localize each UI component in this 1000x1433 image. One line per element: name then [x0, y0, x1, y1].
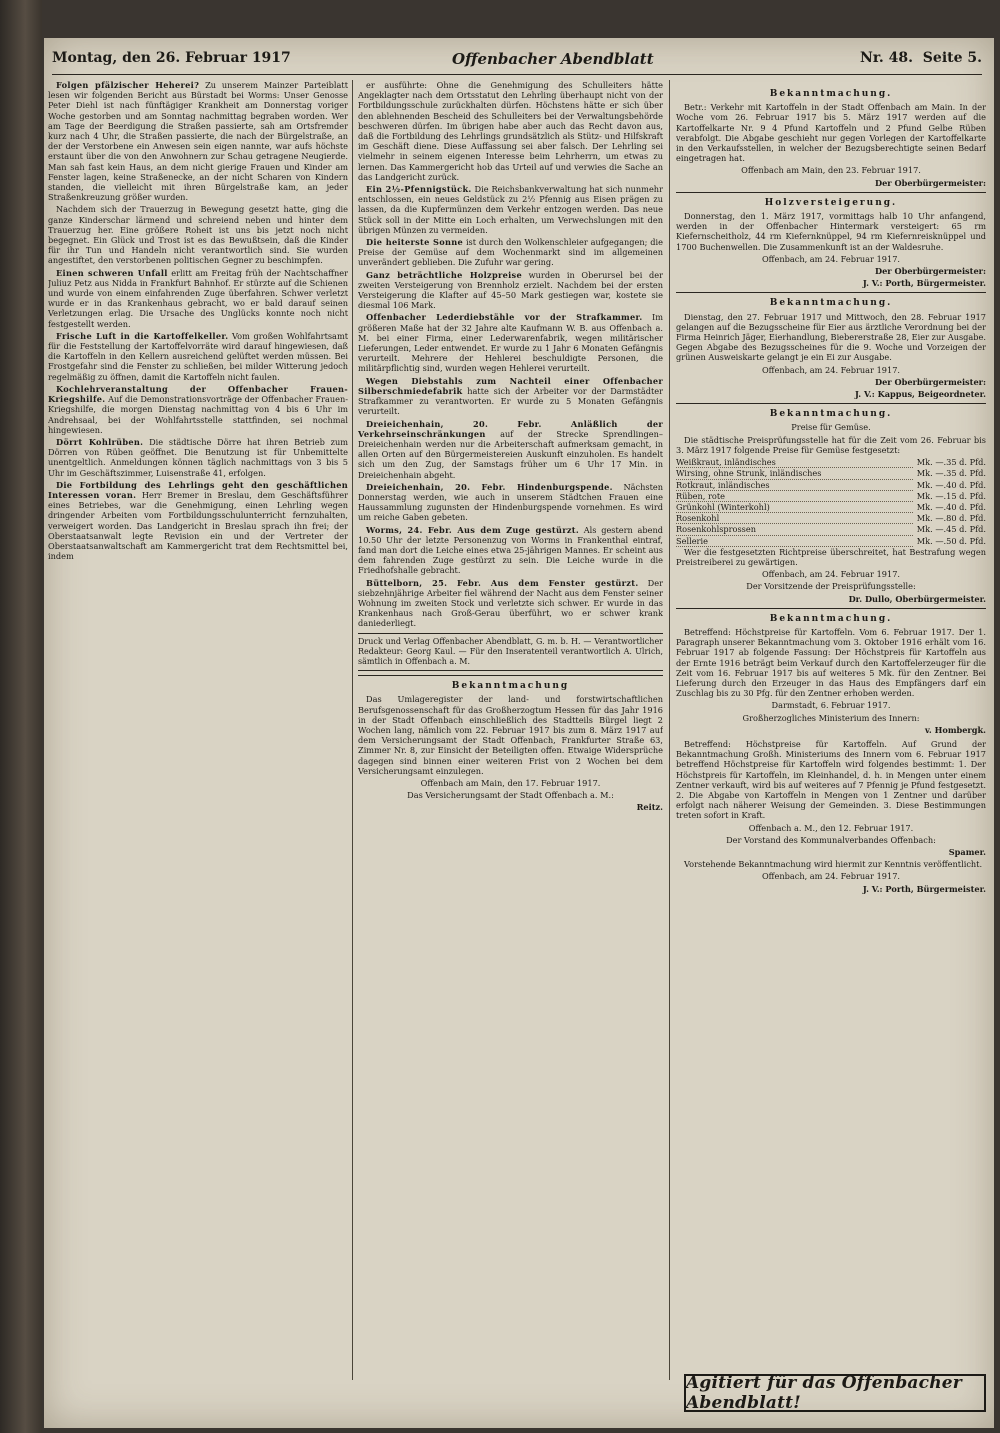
newspaper-page [44, 38, 994, 1428]
notice-title: Bekanntmachung. [769, 409, 893, 420]
notice-body: Wer die festgesetzten Richtpreise überschreitet, hat Bestrafung wegen Preistreiberei zu gewärtigen. [676, 546, 986, 567]
article-headline: Folgen pfälzischer Heherei? [56, 80, 200, 90]
column-3 [676, 80, 986, 1385]
article-body: Als gestern abend 10.50 Uhr der letzte Personenzug von Worms in Frankenthal eintraf, fand man dort die Leiche eines etwa 25-jährigen Mannes. Er scheint aus dem fahrenden Zuge gestürzt zu sein. Die Leiche wurde in die Friedhofshalle gebracht. [358, 524, 663, 576]
article-headline: Einen schweren Unfall [56, 267, 168, 278]
article [48, 437, 348, 478]
price-value: Mk. —.35 d. Pfd. [916, 457, 986, 468]
issue-number: Nr. 48. [860, 50, 914, 66]
notice-title: Bekanntmachung. [769, 613, 893, 624]
book-binding [0, 0, 42, 1433]
notice-date: Offenbach, am 24. Februar 1917. [761, 253, 901, 264]
article [358, 525, 663, 576]
notice-wood-auction [676, 192, 986, 289]
notice-potato-max-prices [676, 608, 986, 894]
article-body: Herr Bremer in Breslau, dem Geschäftsführer eines Betriebes, war die Genehmigung, einen Lehrling wegen dringender Arbeiten vom Fortbildungsschulunterricht fernzuhalten, verweigert worden. Das Landgericht in Breslau sprach ihn frei; der Oberstaatsanwalt legte Revision ein und der Vertreter der Oberstaatsanwaltschaft am Kammergericht trat dem Rechtsmittel bei, indem [48, 489, 348, 562]
price-row [676, 502, 986, 513]
column-1 [48, 80, 348, 1385]
price-row [676, 536, 986, 547]
article-body: hatte sich der Arbeiter vor der Darmstädter Strafkammer zu verantworten. Er wurde zu 5 Monaten Gefängnis verurteilt. [358, 385, 663, 417]
article-headline: Ein 2½-Pfennigstück. [366, 184, 472, 195]
article-body: Die städtische Dörre hat ihren Betrieb zum Dörren von Rüben geöffnet. Die Benutzung ist für Unbemittelte unentgeltlich. Anmeldungen können täglich nachmittags von 3 bis 5 Uhr im Geschäftszimmer, Luisenstraße 41, erfolgen. [48, 436, 348, 478]
price-item: Grünkohl (Winterkohl) [676, 502, 913, 513]
notice-signature: J. V.: Porth, Bürgermeister. [862, 278, 986, 289]
price-row [676, 457, 986, 468]
notice-signature: Dr. Dullo, Oberbürgermeister. [848, 593, 986, 604]
column-rule [669, 80, 670, 1380]
article-body: Die Reichsbankverwaltung hat sich nunmehr entschlossen, ein neues Geldstück zu 2½ Pfennig aus Eisen prägen zu lassen, da die Kupfermünzen dem Verkehr entzogen werden. Das neue Stück soll in der Mitte ein Loch erhalten, um Verwechslungen mit den übrigen Münzen zu vermeiden. [358, 184, 663, 235]
imprint: Druck und Verlag Offenbacher Abendblatt, G. m. b. H. — Verantwortlicher Redakteur: Georg Kaul. — Für den Inseratenteil verantwortlich A. Ulrich, sämtlich in Offenbach a. M. [358, 633, 663, 672]
notice-signature: Reitz. [636, 802, 663, 813]
notice-body: Die städtische Preisprüfungsstelle hat für die Zeit vom 26. Februar bis 3. März 1917 folgende Preise für Gemüse festgesetzt: [676, 434, 986, 455]
column-2 [358, 80, 663, 1385]
notice-authority: Das Versicherungsamt der Stadt Offenbach a. M.: [407, 790, 614, 801]
page-number: Seite 5. [922, 50, 982, 66]
price-value: Mk. —.40 d. Pfd. [916, 501, 986, 512]
notice-date: Darmstadt, 6. Februar 1917. [771, 700, 891, 711]
article-headline: Die heiterste Sonne [366, 237, 464, 248]
article-body: Vom großen Wohlfahrtsamt für die Feststellung der Kartoffelvorräte wird darauf hingewiesen, daß die Kartoffeln in den Kellern ausreichend gelüftet werden müssen. Bei Frostgefahr sind die Fenster zu schließen, bei milder Witterung jedoch regelmäßig zu öffnen, damit die Kartoffeln nicht faulen. [48, 330, 348, 382]
article-body: Der siebzehnjährige Arbeiter fiel während der Nacht aus dem Fenster seiner Wohnung im zweiten Stock und verletzte sich schwer. Er wurde in das Krankenhaus nach Groß-Gerau überführt, wo er schwer krank daniederliegt. [358, 577, 663, 629]
notice-signature: Der Oberbürgermeister: [874, 177, 986, 188]
notice-body: Betreffend: Höchstpreise für Kartoffeln. Vom 6. Februar 1917. Der 1. Paragraph unserer Bekanntmachung vom 3. Oktober 1916 erhält vom 16. Februar 1917 ab folgende Fassung: Der Höchstpreis für Kartoffeln aus der Ernte 1916 beträgt beim Verkauf durch den Kartoffelerzeuger für die Zeit vom 16. Februar 1917 bis auf weiteres 5 Mk. für den Zentner. Bei Lieferung durch den Erzeuger in das Haus des Empfängers darf ein Zuschlag bis zu 30 Pfg. für den Zentner erhoben werden. [676, 626, 986, 699]
article-body: Zu unserem Mainzer Parteiblatt lesen wir folgenden Bericht aus Bürstadt bei Worms: Unser Genosse Peter Diehl ist nach fünftägiger Krankheit am Donnerstag voriger Woche gestorben und am Sonntag nachmittag begraben worden. Wer am Tage der Beerdigung die Straßen passierte, sah am Ortsfremder kurz nach 4 Uhr, die Straßen passierte, die nach der Bürgelstraße, an der der Verstorbene ein Anwesen sein eigen nannte, war aufs höchste erstaunt über die von den Anwohnern zur Schau getragene Neugierde. Man sah fast kein Haus, an dem nicht gierige Frauen und Kinder am Fenster lagen, keine Straßenecke, an der nicht Scharen von Kindern standen, die vielleicht mit ihren Bürgelstraße kam, an jeder Straßenkreuzung größer wurden. [48, 80, 348, 203]
article-headline: Offenbacher Lederdiebstähle vor der Strafkammer. [366, 312, 643, 323]
price-value: Mk. —.50 d. Pfd. [916, 535, 986, 546]
notice-title: Bekanntmachung [451, 681, 570, 692]
notice-potatoes [676, 84, 986, 188]
issue-date: Montag, den 26. Februar 1917 [52, 50, 291, 66]
article-headline: Frische Luft in die Kartoffelkeller. [56, 330, 229, 341]
article [48, 480, 348, 562]
article-headline: Worms, 24. Febr. Aus dem Zuge gestürzt. [366, 524, 580, 535]
article-headline: Ganz beträchtliche Holzpreise [366, 269, 522, 280]
article-headline: Kochlehrveranstaltung der Offenbacher Frauen-Kriegshilfe. [48, 383, 348, 405]
notice-insurance-register [358, 675, 663, 812]
article [358, 419, 663, 480]
article [358, 270, 663, 311]
notice-date: Offenbach, am 24. Februar 1917. [761, 364, 901, 375]
notice-signature: Spamer. [948, 847, 986, 857]
price-item: Rüben, rote [676, 491, 913, 502]
notice-authority: Der Oberbürgermeister: [874, 376, 986, 387]
notice-authority: Der Vorstand des Kommunalverbandes Offenbach: [726, 834, 936, 845]
notice-title: Holzversteigerung. [764, 197, 898, 208]
newspaper-title: Offenbacher Abendblatt [452, 50, 654, 68]
notice-body: Das Umlageregister der land- und forstwirtschaftlichen Berufsgenossenschaft für das Großherzogtum Hessen für das Jahr 1916 in der Stadt Offenbach einschließlich des Stadtteils Bürgel liegt 2 Wochen lang, nämlich vom 22. Februar 1917 bis zum 8. März 1917 auf dem Versicherungsamt der Stadt Offenbach, Frankfurter Straße 63, Zimmer Nr. 8, zur Einsicht der Beteiligten offen. Etwaige Widersprüche dagegen sind binnen einer weiteren Frist von 2 Wochen bei dem Versicherungsamt einzulegen. [358, 694, 663, 776]
notice-date: Offenbach, am 24. Februar 1917. [761, 871, 901, 882]
price-row [676, 468, 986, 479]
article [48, 384, 348, 435]
article-headline: Die Fortbildung des Lehrlings geht den geschäftlichen Interessen voran. [48, 479, 348, 500]
price-row [676, 491, 986, 502]
notice-signature: v. Hombergk. [925, 724, 986, 735]
column-rule [352, 80, 353, 1380]
notice-body: Donnerstag, den 1. März 1917, vormittags halb 10 Uhr anfangend, werden in der Offenbacher Hintermark versteigert: 65 rm Kiefernscheitholz, 44 rm Kiefernknüppel, 94 rm Kiefernreisknüppel und 1700 Buchenwellen. Die Zusammenkunft ist an der Waldesruhe. [676, 211, 986, 252]
article [358, 376, 663, 417]
article [48, 268, 348, 329]
price-value: Mk. —.80 d. Pfd. [916, 513, 986, 524]
price-row [676, 513, 986, 524]
notice-date: Offenbach a. M., den 12. Februar 1917. [748, 822, 914, 833]
price-item: Weißkraut, inländisches [676, 457, 913, 468]
notice-body: Vorstehende Bekanntmachung wird hiermit zur Kenntnis veröffentlicht. [684, 859, 983, 870]
price-item: Rosenkohlsprossen [676, 524, 913, 535]
advertising-banner: Agitiert für das Offenbacher Abendblatt! [684, 1374, 986, 1412]
notice-signature: J. V.: Porth, Bürgermeister. [862, 883, 986, 894]
article-body: Im größeren Maße hat der 32 Jahre alte Kaufmann W. B. aus Offenbach a. M. bei einer Firma, einer Lederwarenfabrik, wegen militärischer Lieferungen, Leder entwendet. Er wurde zu 1 Jahr 6 Monaten Gefängnis verurteilt. Mehrere der Hehlerei beschuldigte Personen, die militärpflichtig sind, wurden wegen Hehlerei verurteilt. [358, 312, 663, 374]
price-item: Sellerie [676, 536, 913, 547]
notice-authority: Großherzogliches Ministerium des Innern: [742, 712, 920, 723]
article-body: Nachdem sich der Trauerzug in Bewegung gesetzt hatte, ging die ganze Kinderschar lärmend und schreiend neben und hinter dem Trauerzug her. Eine größere Roheit ist uns bis jetzt noch nicht begegnet. Ein Glück und Trost ist es das Bewußtsein, daß die Kinder für ihr Tun und Handeln nicht verantwortlich sind. Sie wurden angestiftet, den verstorbenen politischen Gegner zu beschimpfen. [48, 204, 348, 266]
article [358, 312, 663, 373]
article-body: auf der Strecke Sprendlingen–Dreieichenhain werden nur die Arbeiterschaft aufmerksam gemacht, in allen Orten auf den Bürgermeistereien Auskunft einzuholen. Es handelt sich um den Zug, der Samstags früher um 6 Uhr 17 Min. in Dreieichenhain abgeht. [358, 428, 663, 480]
price-row [676, 480, 986, 491]
article [48, 80, 348, 202]
notice-vegetable-prices [676, 403, 986, 603]
article-headline: Dreieichenhain, 20. Febr. Anläßlich der Verkehrseinschränkungen [358, 418, 663, 439]
notice-subtitle: Preise für Gemüse. [791, 422, 871, 433]
masthead [52, 48, 982, 75]
article-body: ist durch den Wolkenschleier aufgegangen; die Preise der Gemüse auf dem Wochenmarkt sind im allgemeinen unverändert geblieben. Die Zufuhr war gering. [358, 237, 663, 268]
article [358, 237, 663, 268]
article-headline: Dörrt Kohlrüben. [56, 436, 144, 447]
price-value: Mk. —.45 d. Pfd. [916, 524, 986, 535]
price-value: Mk. —.15 d. Pfd. [916, 490, 986, 501]
article-body: er ausführte: Ohne die Genehmigung des Schulleiters hätte Angeklagter nach dem Ortsstatut den Lehrling überhaupt nicht von der Fortbildungsschule zurückhalten dürfen. Höchstens hätte er sich über den ablehnenden Bescheid des Schulleiters bei der Verwaltungsbehörde beschweren dürfen. Im übrigen habe aber auch das Recht davon aus, daß die Fortbildung des Lehrlings grundsätzlich als Stütz- und Hilfskraft im Geschäft diene. Diese Auffassung sei aber falsch. Der Lehrling sei vielmehr in seinem eigenen Interesse beim Lehrherrn, um etwas zu lernen. Das Kammergericht hob das Urteil auf und verwies die Sache an das Landgericht zurück. [358, 80, 663, 182]
article [358, 184, 663, 235]
price-value: Mk. —.40 d. Pfd. [916, 479, 986, 490]
price-item: Wirsing, ohne Strunk, inländisches [676, 468, 913, 479]
notice-authority: Der Vorsitzende der Preisprüfungsstelle: [746, 581, 916, 592]
article [358, 482, 663, 523]
price-item: Rotkraut, inländisches [676, 480, 913, 491]
price-value: Mk. —.35 d. Pfd. [916, 468, 986, 479]
price-item: Rosenkohl [676, 513, 913, 524]
article-headline: Wegen Diebstahls zum Nachteil einer Offenbacher Silberschmiedefabrik [358, 375, 663, 396]
notice-title: Bekanntmachung. [769, 89, 893, 99]
issue-page [860, 50, 982, 66]
notice-title: Bekanntmachung. [769, 298, 893, 309]
notice-date: Offenbach am Main, den 17. Februar 1917. [420, 778, 601, 788]
article-body: wurden in Oberursel bei der zweiten Versteigerung von Brennholz erzielt. Nachdem bei der ersten Versteigerung die Klafter auf 45–50 Mark gestiegen war, kostete sie diesmal 106 Mark. [358, 269, 663, 311]
notice-eggs [676, 292, 986, 399]
article-body: erlitt am Freitag früh der Nachtschaffner Juliuz Petz aus Nidda in Frankfurt Bahnhof. Er stürzte auf die Schienen und wurde von einem einfahrenden Zuge überfahren. Schwer verletzt wurde er in das Krankenhaus gebracht, wo er bald darauf seinen Verletzungen erlag. Die Ursache des Unglücks konnte noch nicht festgestellt werden. [48, 267, 348, 329]
price-list [676, 457, 986, 547]
notice-signature: J. V.: Kappus, Beigeordneter. [855, 389, 986, 400]
article [358, 578, 663, 629]
notice-date: Offenbach, am 24. Februar 1917. [761, 569, 901, 580]
article-headline: Büttelborn, 25. Febr. Aus dem Fenster gestürzt. [366, 577, 639, 588]
notice-date: Offenbach am Main, den 23. Februar 1917. [741, 165, 921, 176]
article-headline: Dreieichenhain, 20. Febr. Hindenburgspende. [366, 481, 613, 492]
notice-authority: Der Oberbürgermeister: [874, 266, 986, 277]
price-row [676, 524, 986, 535]
notice-body: Betr.: Verkehr mit Kartoffeln in der Stadt Offenbach am Main. In der Woche vom 26. Februar 1917 bis 5. März 1917 werden auf die Kartoffelkarte Nr. 9 4 Pfund Kartoffeln und 2 Pfund Gelbe Rüben verabfolgt. Die Abgabe geschieht nur gegen Vorlegen der Kartoffelkarte in den Verkaufsstellen, in welcher der Bezugsberechtigte seinen Bedarf eingetragen hat. [676, 102, 986, 164]
notice-body: Dienstag, den 27. Februar 1917 und Mittwoch, den 28. Februar 1917 gelangen auf die Bezugsscheine für Eier aus ärztliche Verordnung bei der Firma Heinrich Jäger, Eierhandlung, Biebererstraße 28, Eier zur Ausgabe. Gegen Abgabe des Bezugsscheines für die 9. Woche und Vorzeigen der grünen Ausweiskarte gelangt je ein Ei zur Ausgabe. [676, 311, 986, 363]
article-body: Auf die Demonstrationsvorträge der Offenbacher Frauen-Kriegshilfe, die morgen Dienstag nachmittag von 4 bis 6 Uhr im Andrehsaal, bei der Wohlfahrtsstelle stattfinden, sei nochmal hingewiesen. [48, 394, 348, 435]
article [48, 331, 348, 382]
notice-body: Betreffend: Höchstpreise für Kartoffeln. Auf Grund der Bekanntmachung Großh. Ministeriums des Innern vom 6. Februar 1917 betreffend Höchstpreise für Kartoffeln wird folgendes bestimmt: 1. Der Höchstpreis für Kartoffeln, im Kleinhandel, d. h. in Mengen unter einem Zentner verkauft, wird bis auf weiteres auf 7 Pfennig je Pfund festgesetzt. 2. Die Abgabe von Kartoffeln in Mengen von 1 Zentner und darüber erfolgt nach näherer Weisung der Gemeinden. 3. Diese Bestimmungen treten sofort in Kraft. [676, 738, 986, 821]
article-body: Nächsten Donnerstag werden, wie auch in unserem Städtchen Frauen eine Haussammlung zugunsten der Hindenburgspende vornehmen. Es wird um reiche Gaben gebeten. [358, 481, 663, 523]
